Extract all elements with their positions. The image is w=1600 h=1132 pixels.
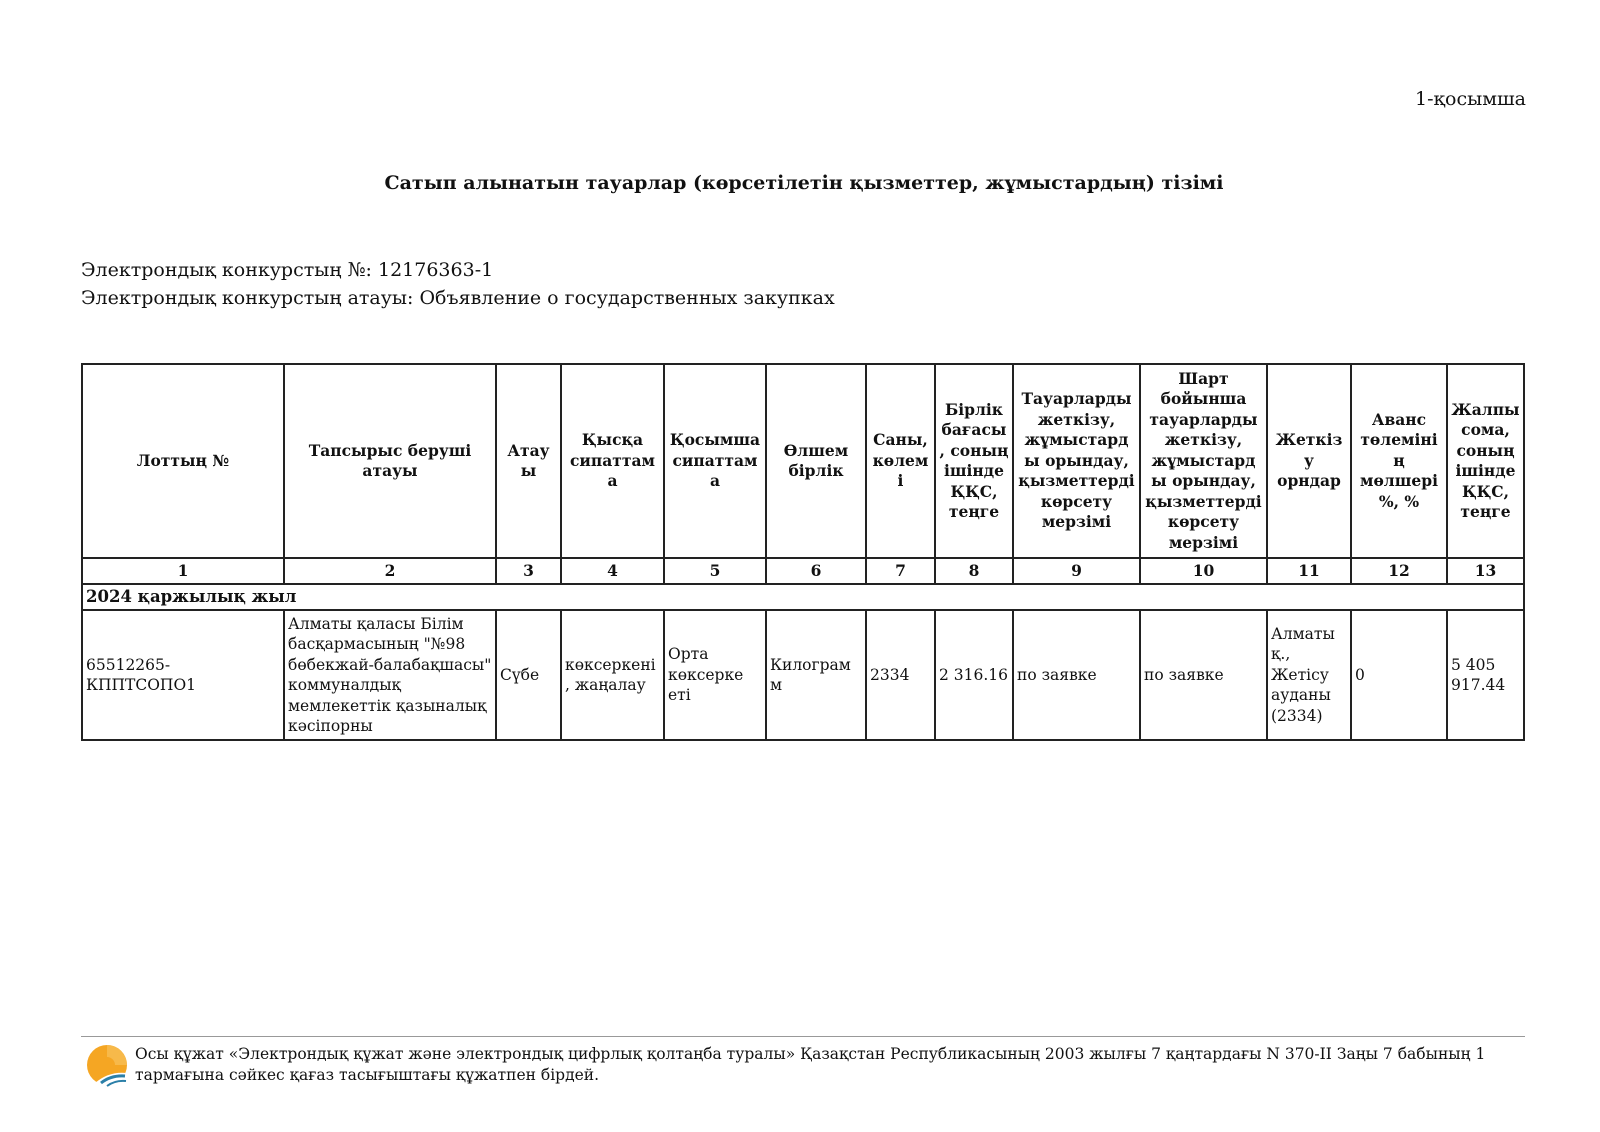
col-header-short-description: Қысқа сипаттама [561,364,664,558]
column-number: 7 [866,558,935,584]
annex-label: 1-қосымша [1415,88,1526,110]
col-header-customer: Тапсырыс беруші атауы [284,364,496,558]
column-number: 9 [1013,558,1140,584]
col-header-advance-percent: Аванс төлемінің мөлшері %, % [1351,364,1447,558]
cell-delivery-place: Алматы қ., Жетісу ауданы (2334) [1267,610,1351,740]
table-row [82,610,1524,740]
column-number-row [82,558,1524,584]
cell-name: Сүбе [496,610,561,740]
col-header-quantity: Саны, көлемі [866,364,935,558]
document-title: Сатып алынатын тауарлар (көрсетілетін қызметтер, жұмыстардың) тізімі [384,172,1224,194]
legal-note: Осы құжат «Электрондық құжат және электрондық цифрлық қолтаңба туралы» Қазақстан Республикасының 2003 жылғы 7 қаңтардағы N 370-II Заңы 7 бабының 1 тармағына сәйкес қағаз тасығыштағы құжатпен бірдей. [135,1045,1486,1084]
footer [81,1036,1525,1085]
column-number: 8 [935,558,1013,584]
lots-table [81,363,1525,741]
tender-meta [81,256,835,312]
header-row [82,364,1524,558]
column-number: 13 [1447,558,1524,584]
column-number: 2 [284,558,496,584]
cell-unit: Килограмм [766,610,866,740]
col-header-total-amount: Жалпы сома, соның ішінде ҚҚС, теңге [1447,364,1524,558]
column-number: 3 [496,558,561,584]
col-header-contract-delivery-term: Шарт бойынша тауарларды жеткізу, жұмыстарды орындау, қызметтерді көрсету мерзімі [1140,364,1267,558]
column-number: 4 [561,558,664,584]
col-header-delivery-term: Тауарларды жеткізу, жұмыстарды орындау, қызметтерді көрсету мерзімі [1013,364,1140,558]
cell-total-amount: 5 405 917.44 [1447,610,1524,740]
cell-additional-description: Орта көксерке еті [664,610,766,740]
cell-lot-number: 65512265-КППТСОПО1 [82,610,284,740]
col-header-unit-price: Бірлік бағасы, соның ішінде ҚҚС, теңге [935,364,1013,558]
fiscal-year-label: 2024 қаржылық жыл [82,584,1524,610]
column-number: 5 [664,558,766,584]
col-header-lot-number: Лоттың № [82,364,284,558]
cell-unit-price: 2 316.16 [935,610,1013,740]
column-number: 1 [82,558,284,584]
cell-delivery-term: по заявке [1013,610,1140,740]
col-header-additional-description: Қосымша сипаттама [664,364,766,558]
cell-contract-delivery-term: по заявке [1140,610,1267,740]
tender-number: Электрондық конкурстың №: 12176363-1 [81,259,494,281]
tender-name: Электрондық конкурстың атауы: Объявление о государственных закупках [81,287,835,309]
cell-short-description: көксеркені, жаңалау [561,610,664,740]
cell-customer: Алматы қаласы Білім басқармасының "№98 бөбекжай-балабақшасы" коммуналдық мемлекеттік қазыналық кәсіпорны [284,610,496,740]
col-header-delivery-place: Жеткізу орндар [1267,364,1351,558]
col-header-unit: Өлшем бірлік [766,364,866,558]
column-number: 10 [1140,558,1267,584]
cell-advance-percent: 0 [1351,610,1447,740]
column-number: 12 [1351,558,1447,584]
column-number: 11 [1267,558,1351,584]
egov-sun-logo-icon [85,1043,129,1087]
col-header-name: Атауы [496,364,561,558]
cell-quantity: 2334 [866,610,935,740]
fiscal-year-row [82,584,1524,610]
column-number: 6 [766,558,866,584]
